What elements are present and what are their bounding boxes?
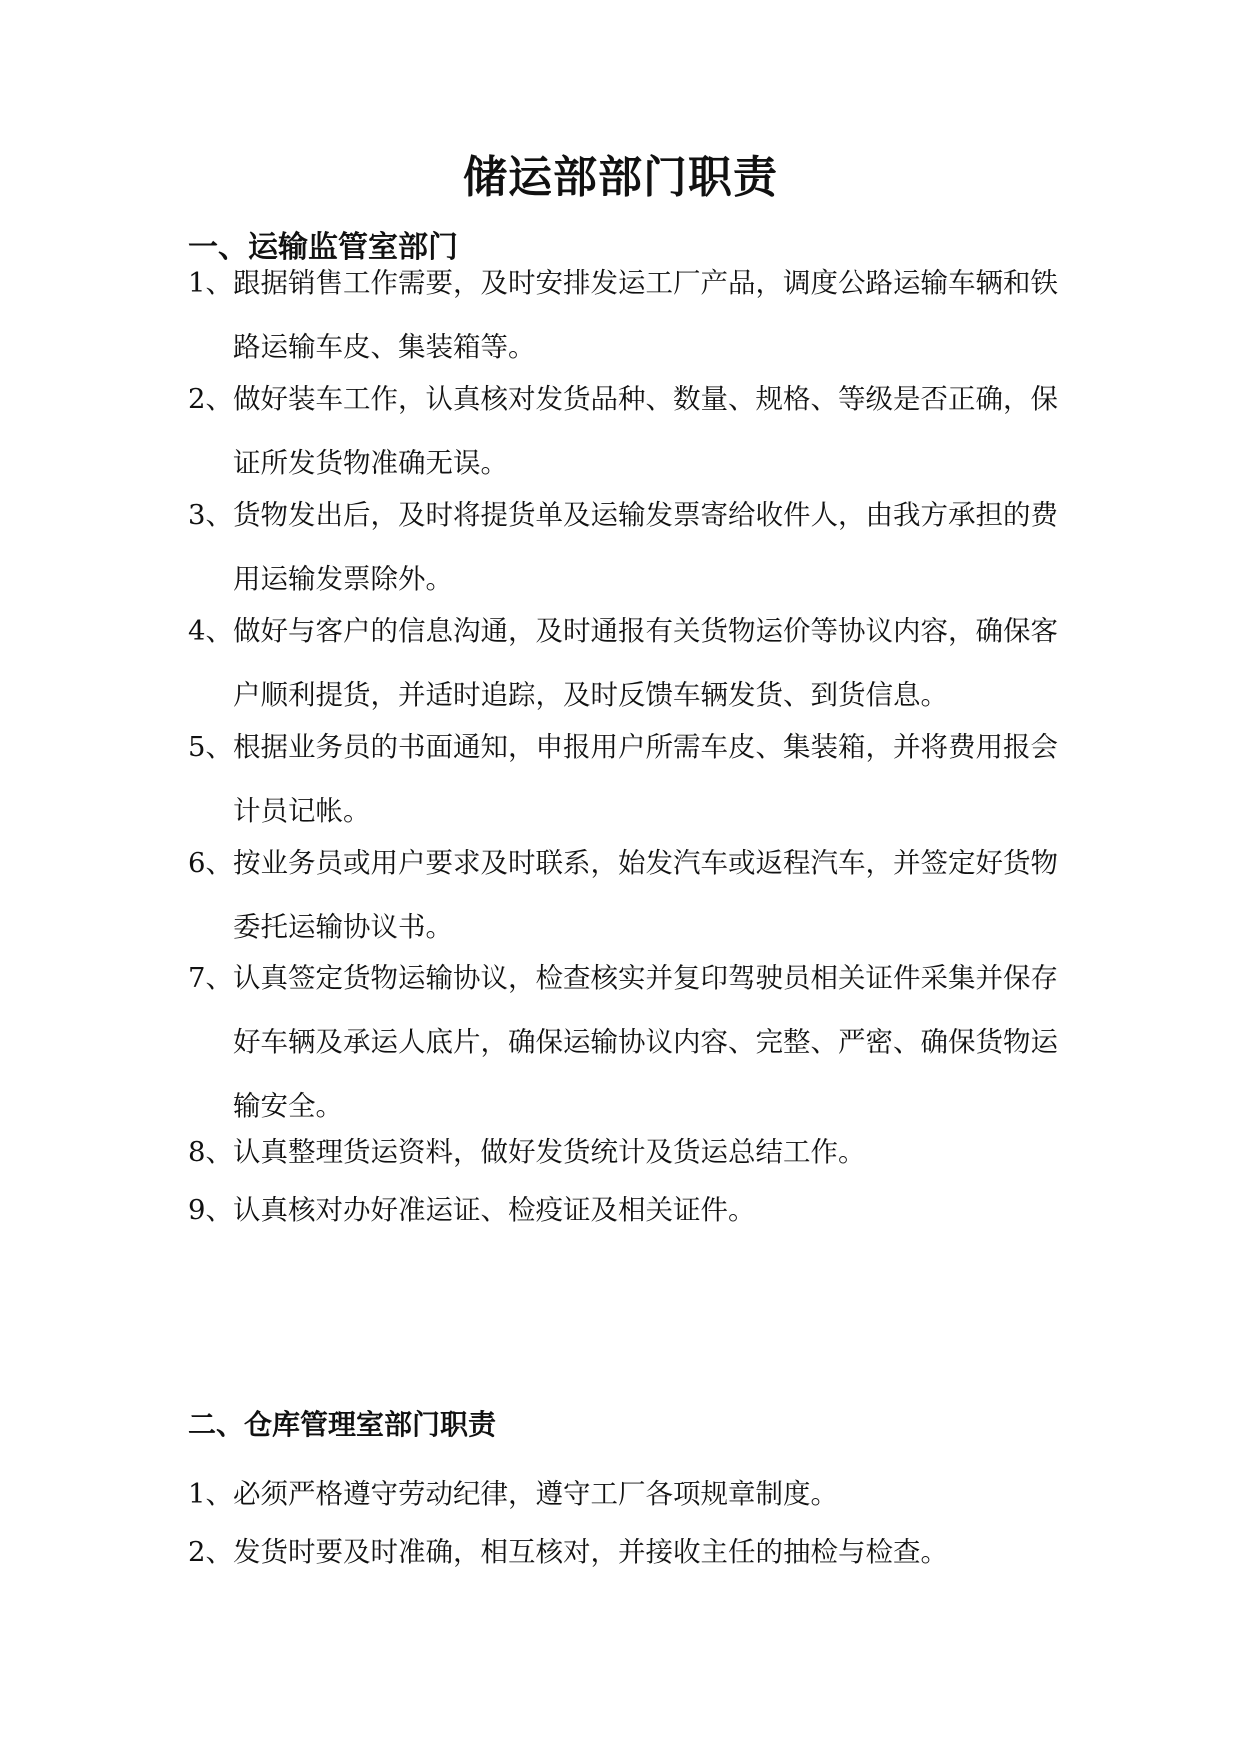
item-text: 发货时要及时准确，相互核对，并接收主任的抽检与检查。 (233, 1536, 948, 1568)
item-number: 1、 (188, 1478, 233, 1510)
item-text: 做好装车工作，认真核对发货品种、数量、规格、等级是否正确，保证所发货物准确无误。 (233, 383, 1058, 479)
list-item (188, 1120, 1058, 1184)
item-number: 5、 (188, 731, 233, 763)
item-text: 认真核对办好准运证、检疫证及相关证件。 (233, 1194, 756, 1226)
list-item (188, 1178, 1058, 1242)
item-text: 跟据销售工作需要，及时安排发运工厂产品，调度公路运输车辆和铁路运输车皮、集装箱等。 (233, 267, 1058, 363)
list-item (188, 251, 1058, 379)
list-item (188, 599, 1058, 727)
item-number: 3、 (188, 499, 233, 531)
item-number: 2、 (188, 1536, 233, 1568)
document-title: 储运部部门职责 (463, 152, 778, 203)
list-item (188, 715, 1058, 843)
item-text: 根据业务员的书面通知，申报用户所需车皮、集装箱，并将费用报会计员记帐。 (233, 731, 1058, 827)
item-number: 7、 (188, 962, 233, 994)
item-number: 6、 (188, 847, 233, 879)
item-text: 做好与客户的信息沟通，及时通报有关货物运价等协议内容，确保客户顺利提货，并适时追踪，及时反馈车辆发货、到货信息。 (233, 615, 1058, 711)
item-text: 按业务员或用户要求及时联系，始发汽车或返程汽车，并签定好货物委托运输协议书。 (233, 847, 1058, 943)
list-item (188, 367, 1058, 495)
section-heading-warehouse: 二、仓库管理室部门职责 (188, 1408, 497, 1441)
item-number: 8、 (188, 1136, 233, 1168)
list-item (188, 1520, 1058, 1584)
item-text: 认真签定货物运输协议，检查核实并复印驾驶员相关证件采集并保存好车辆及承运人底片，确保运输协议内容、完整、严密、确保货物运输安全。 (233, 962, 1058, 1122)
list-item (188, 946, 1058, 1138)
item-number: 2、 (188, 383, 233, 415)
item-number: 9、 (188, 1194, 233, 1226)
item-number: 1、 (188, 267, 233, 299)
item-text: 货物发出后，及时将提货单及运输发票寄给收件人，由我方承担的费用运输发票除外。 (233, 499, 1058, 595)
item-number: 4、 (188, 615, 233, 647)
item-text: 认真整理货运资料，做好发货统计及货运总结工作。 (233, 1136, 866, 1168)
list-item (188, 483, 1058, 611)
section-heading-transport: 一、运输监管室部门 (188, 230, 458, 265)
list-item (188, 1462, 1058, 1526)
list-item (188, 831, 1058, 959)
item-text: 必须严格遵守劳动纪律，遵守工厂各项规章制度。 (233, 1478, 838, 1510)
